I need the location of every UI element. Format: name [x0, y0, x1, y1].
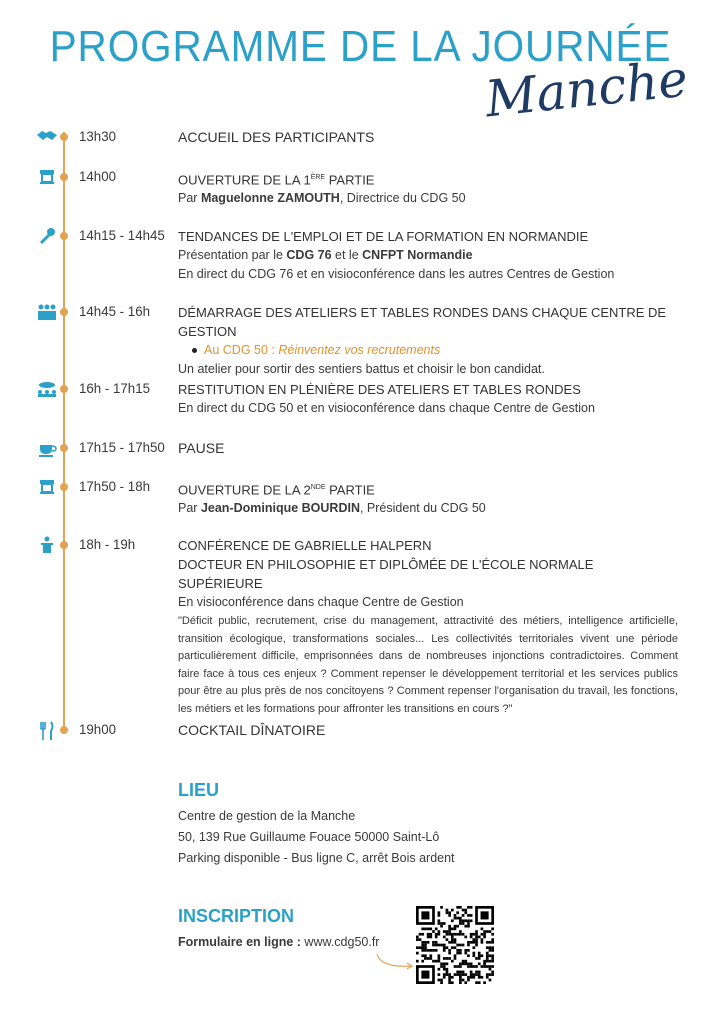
- inscription-line: Formulaire en ligne : www.cdg50.fr: [178, 935, 380, 949]
- curved-arrow-icon: [375, 952, 415, 972]
- schedule-time: 18h - 19h: [79, 536, 136, 552]
- lieu-line: 50, 139 Rue Guillaume Fouace 50000 Saint-Lô: [178, 830, 440, 844]
- schedule-time: 17h15 - 17h50: [79, 439, 165, 455]
- schedule-time: 19h00: [79, 721, 116, 737]
- schedule-time: 14h00: [79, 168, 116, 184]
- schedule-detail: Par Maguelonne ZAMOUTH, Directrice du CDG 50: [178, 191, 466, 206]
- timeline-dot: [60, 483, 68, 491]
- timeline-line: [63, 132, 65, 732]
- schedule-title: OUVERTURE DE LA 1ÈRE PARTIE: [178, 172, 375, 188]
- timeline-dot: [60, 173, 68, 181]
- handshake-icon: [34, 128, 60, 146]
- group-icon: [34, 303, 60, 321]
- podium-icon: [34, 168, 60, 186]
- timeline-dot: [60, 444, 68, 452]
- meeting-icon: [34, 380, 60, 398]
- schedule-quote: "Déficit public, recrutement, crise du management, attractivité des métiers, intelligence artificielle, transition écologique, transformations sociales... Les collectivités territoriales vivent une période particulièrement difficile, emprisonnées dans de nombreuses injonctions contradictoires. Comment faire face à tous ces enjeux ? Comment repenser le développement territorial et les services publics pour être au plus près de nos concitoyens ? Comment repenser l'organisation du travail, les fonctions, les métiers et les formations pour affronter les transitions en cours ?": [178, 615, 678, 715]
- schedule-title: COCKTAIL DÎNATOIRE: [178, 722, 326, 738]
- page-subtitle-script: Manche: [482, 49, 691, 129]
- schedule-subtitle: DOCTEUR EN PHILOSOPHIE ET DIPLÔMÉE DE L'ÉCOLE NORMALE SUPÉRIEURE: [178, 557, 594, 591]
- schedule-time: 14h45 - 16h: [79, 303, 150, 319]
- coffee-icon: [34, 439, 60, 457]
- schedule-time: 14h15 - 14h45: [79, 227, 165, 243]
- schedule-title: OUVERTURE DE LA 2NDE PARTIE: [178, 482, 375, 498]
- schedule-detail: En direct du CDG 76 et en visioconférence dans les autres Centres de Gestion: [178, 267, 615, 281]
- schedule-title: CONFÉRENCE DE GABRIELLE HALPERN: [178, 538, 432, 553]
- schedule-title: ACCUEIL DES PARTICIPANTS: [178, 129, 375, 145]
- cutlery-icon: [34, 721, 60, 739]
- schedule-title: TENDANCES DE L'EMPLOI ET DE LA FORMATION EN NORMANDIE: [178, 229, 589, 244]
- speaker-icon: [34, 536, 60, 554]
- qr-code[interactable]: [416, 906, 494, 984]
- page-title: PROGRAMME DE LA JOURNÉE: [49, 22, 672, 71]
- schedule-detail: Par Jean-Dominique BOURDIN, Président du CDG 50: [178, 501, 486, 516]
- lieu-line: Centre de gestion de la Manche: [178, 809, 356, 823]
- timeline-dot: [60, 726, 68, 734]
- schedule-detail: Un atelier pour sortir des sentiers battus et choisir le bon candidat.: [178, 362, 545, 376]
- schedule-title: DÉMARRAGE DES ATELIERS ET TABLES RONDES DANS CHAQUE CENTRE DE GESTION: [178, 305, 667, 339]
- schedule-detail: Présentation par le CDG 76 et le CNFPT Normandie: [178, 248, 473, 262]
- timeline-dot: [60, 385, 68, 393]
- timeline-dot: [60, 133, 68, 141]
- inscription-link[interactable]: www.cdg50.fr: [304, 935, 380, 949]
- lieu-heading: LIEU: [178, 780, 220, 800]
- lieu-address: [178, 806, 455, 869]
- schedule-time: 17h50 - 18h: [79, 478, 150, 494]
- schedule-title: PAUSE: [178, 440, 225, 456]
- schedule-time: 13h30: [79, 128, 116, 144]
- schedule-title: RESTITUTION EN PLÉNIÈRE DES ATELIERS ET TABLES RONDES: [178, 382, 581, 397]
- timeline-dot: [60, 541, 68, 549]
- schedule-time: 16h - 17h15: [79, 380, 150, 396]
- schedule-bullet: Au CDG 50 : Réinventez vos recrutements: [178, 341, 678, 360]
- timeline-dot: [60, 308, 68, 316]
- schedule-detail: En direct du CDG 50 et en visioconférence dans chaque Centre de Gestion: [178, 401, 595, 415]
- inscription-heading: INSCRIPTION: [178, 906, 295, 926]
- timeline-dot: [60, 232, 68, 240]
- podium-icon: [34, 478, 60, 496]
- lieu-line: Parking disponible - Bus ligne C, arrêt Bois ardent: [178, 851, 455, 865]
- microphone-icon: [34, 227, 60, 245]
- schedule-detail: En visioconférence dans chaque Centre de Gestion: [178, 595, 464, 609]
